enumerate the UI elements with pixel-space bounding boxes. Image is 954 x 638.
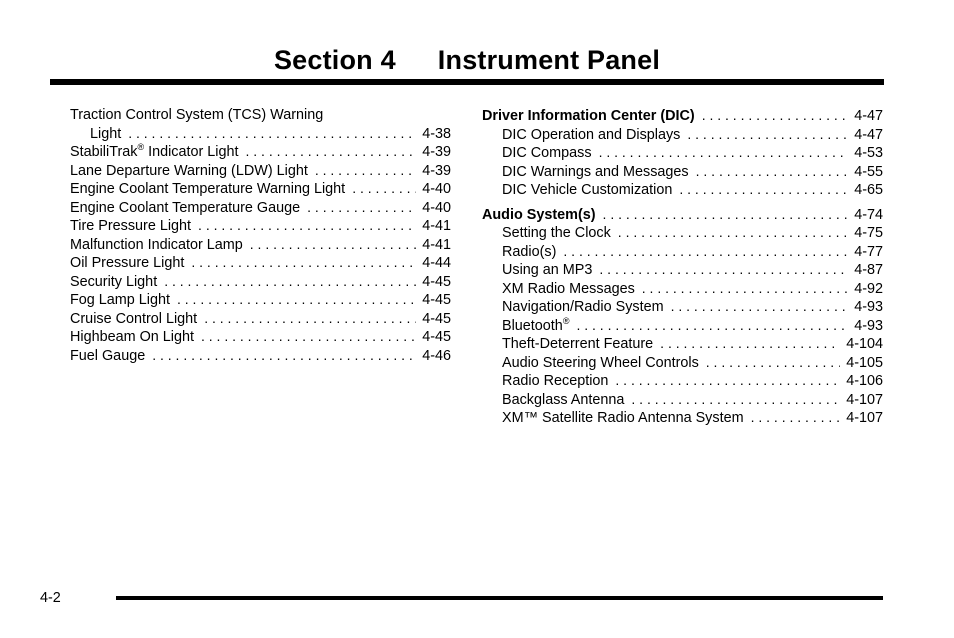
dot-leader — [128, 125, 416, 143]
toc-entry-page: 4-93 — [854, 317, 883, 334]
toc-entry[interactable] — [482, 261, 883, 280]
dot-leader — [599, 261, 848, 279]
toc-entry-page: 4-40 — [422, 181, 451, 197]
toc-entry-list — [70, 162, 451, 366]
footer-rule — [116, 596, 883, 600]
toc-entry[interactable] — [70, 143, 451, 162]
toc-heading-page: 4-74 — [854, 206, 883, 223]
toc-entry-label: Setting the Clock — [502, 225, 611, 241]
page-number: 4-2 — [40, 590, 61, 606]
toc-entry[interactable] — [482, 181, 883, 200]
toc-entry-page: 4-75 — [854, 225, 883, 241]
section-title — [0, 44, 934, 76]
toc-entry-page: 4-38 — [422, 125, 451, 142]
registered-mark: ® — [562, 315, 570, 326]
dot-leader — [204, 310, 416, 328]
dot-leader — [152, 347, 416, 365]
toc-entry-page: 4-47 — [854, 126, 883, 143]
toc-entry-line: Traction Control System (TCS) Warning — [70, 107, 324, 123]
dot-leader — [702, 107, 849, 125]
toc-entry-page: 4-106 — [846, 373, 883, 389]
dot-leader — [352, 180, 416, 198]
dot-leader — [679, 181, 848, 199]
toc-entry[interactable] — [70, 162, 451, 181]
dot-leader — [615, 372, 840, 390]
toc-entry[interactable] — [70, 180, 451, 199]
dot-leader — [201, 328, 416, 346]
toc-entry-label: StabiliTrak® Indicator Light — [70, 142, 239, 160]
toc-entry-list — [482, 126, 883, 200]
toc-entry[interactable] — [70, 254, 451, 273]
toc-entry-label: Audio Steering Wheel Controls — [502, 354, 699, 371]
dot-leader — [250, 236, 416, 254]
dot-leader — [315, 162, 416, 180]
toc-entry-label: Fuel Gauge — [70, 347, 146, 364]
dot-leader — [642, 280, 848, 298]
toc-entry-label: DIC Vehicle Customization — [502, 182, 673, 198]
toc-entry-page: 4-87 — [854, 262, 883, 278]
toc-entry[interactable] — [482, 163, 883, 182]
dot-leader — [576, 317, 848, 335]
dot-leader — [599, 144, 849, 162]
toc-entry-label: Radio(s) — [502, 243, 557, 260]
dot-leader — [706, 354, 840, 372]
toc-entry-label: Bluetooth® — [502, 315, 570, 334]
toc-heading-page: 4-47 — [854, 108, 883, 124]
dot-leader — [177, 291, 416, 309]
toc-entry-label: Radio Reception — [502, 373, 609, 389]
dot-leader — [563, 243, 848, 261]
header-rule — [50, 79, 884, 85]
toc-left-column — [70, 107, 451, 365]
toc-entry[interactable] — [70, 236, 451, 255]
toc-heading-label: Audio System(s) — [482, 206, 596, 223]
toc-entry-page: 4-55 — [854, 163, 883, 180]
toc-entry[interactable] — [70, 291, 451, 310]
toc-entry[interactable] — [70, 273, 451, 292]
toc-entry-label: XM™ Satellite Radio Antenna System — [502, 410, 744, 426]
section-name: Instrument Panel — [437, 45, 661, 75]
toc-entry-page: 4-65 — [854, 182, 883, 198]
toc-entry-label: Navigation/Radio System — [502, 299, 664, 315]
dot-leader — [164, 273, 416, 291]
dot-leader — [687, 126, 848, 144]
toc-entry[interactable] — [482, 224, 883, 243]
dot-leader — [660, 335, 840, 353]
toc-entry-page: 4-92 — [854, 280, 883, 297]
toc-entry[interactable] — [482, 298, 883, 317]
toc-entry-label: Engine Coolant Temperature Gauge — [70, 199, 301, 216]
toc-heading-label: Driver Information Center (DIC) — [482, 108, 695, 124]
toc-entry-list — [482, 335, 883, 428]
toc-entry-page: 4-41 — [422, 236, 451, 253]
toc-entry-label: Fog Lamp Light — [70, 292, 170, 308]
toc-entry-label: XM Radio Messages — [502, 280, 635, 297]
toc-entry-list — [482, 224, 883, 317]
toc-entry[interactable] — [482, 126, 883, 145]
toc-entry-page: 4-45 — [422, 273, 451, 290]
toc-entry-label: Backglass Antenna — [502, 391, 625, 408]
toc-entry-label: Highbeam On Light — [70, 329, 194, 345]
section-number: Section 4 — [273, 45, 396, 75]
toc-entry-label: Light — [90, 125, 122, 142]
toc-entry[interactable] — [482, 243, 883, 262]
toc-entry-label: Oil Pressure Light — [70, 255, 185, 271]
toc-entry[interactable] — [482, 335, 883, 354]
toc-entry[interactable] — [70, 347, 451, 366]
toc-entry[interactable] — [482, 372, 883, 391]
dot-leader — [631, 391, 840, 409]
toc-entry[interactable] — [70, 199, 451, 218]
toc-entry[interactable] — [70, 125, 451, 144]
toc-entry-label: Security Light — [70, 273, 158, 290]
toc-entry-page: 4-107 — [846, 391, 883, 408]
toc-entry-page: 4-45 — [422, 329, 451, 345]
toc-entry-page: 4-44 — [422, 255, 451, 271]
toc-entry-label: Malfunction Indicator Lamp — [70, 236, 243, 253]
toc-entry[interactable] — [482, 317, 883, 336]
toc-entry-page: 4-45 — [422, 310, 451, 327]
toc-entry[interactable] — [482, 144, 883, 163]
toc-entry-page: 4-104 — [846, 336, 883, 352]
dot-leader — [696, 163, 849, 181]
toc-entry[interactable] — [482, 391, 883, 410]
dot-leader — [603, 206, 849, 224]
toc-entry-page: 4-39 — [422, 162, 451, 179]
toc-entry-label: Cruise Control Light — [70, 310, 198, 327]
toc-entry-label: Tire Pressure Light — [70, 218, 192, 234]
toc-entry-page: 4-107 — [846, 410, 883, 426]
registered-mark: ® — [137, 142, 145, 152]
toc-entry[interactable] — [482, 280, 883, 299]
toc-entry[interactable] — [482, 354, 883, 373]
toc-entry-label: DIC Compass — [502, 145, 592, 161]
toc-entry-page: 4-93 — [854, 299, 883, 315]
toc-entry-label: Lane Departure Warning (LDW) Light — [70, 162, 308, 179]
toc-entry-label: DIC Warnings and Messages — [502, 163, 689, 180]
toc-entry[interactable] — [70, 328, 451, 347]
dot-leader — [671, 298, 849, 316]
toc-entry-label: Using an MP3 — [502, 262, 593, 278]
dot-leader — [618, 224, 848, 242]
toc-entry-page: 4-77 — [854, 243, 883, 260]
toc-heading[interactable] — [482, 206, 883, 225]
dot-leader — [246, 143, 417, 161]
toc-entry[interactable] — [70, 310, 451, 329]
toc-entry-page: 4-39 — [422, 144, 451, 160]
toc-entry-label: Theft-Deterrent Feature — [502, 336, 654, 352]
dot-leader — [198, 217, 416, 235]
toc-entry[interactable] — [482, 409, 883, 428]
toc-entry-page: 4-41 — [422, 218, 451, 234]
toc-heading[interactable] — [482, 107, 883, 126]
toc-entry-page: 4-45 — [422, 292, 451, 308]
toc-entry-page: 4-46 — [422, 347, 451, 364]
dot-leader — [307, 199, 416, 217]
toc-entry-page: 4-53 — [854, 145, 883, 161]
toc-entry[interactable] — [70, 217, 451, 236]
toc-entry-page: 4-105 — [846, 354, 883, 371]
toc-entry-label: DIC Operation and Displays — [502, 126, 681, 143]
toc-entry-label: Engine Coolant Temperature Warning Light — [70, 181, 346, 197]
toc-right-column — [482, 107, 883, 428]
toc-entry-page: 4-40 — [422, 199, 451, 216]
dot-leader — [191, 254, 416, 272]
dot-leader — [751, 409, 841, 427]
